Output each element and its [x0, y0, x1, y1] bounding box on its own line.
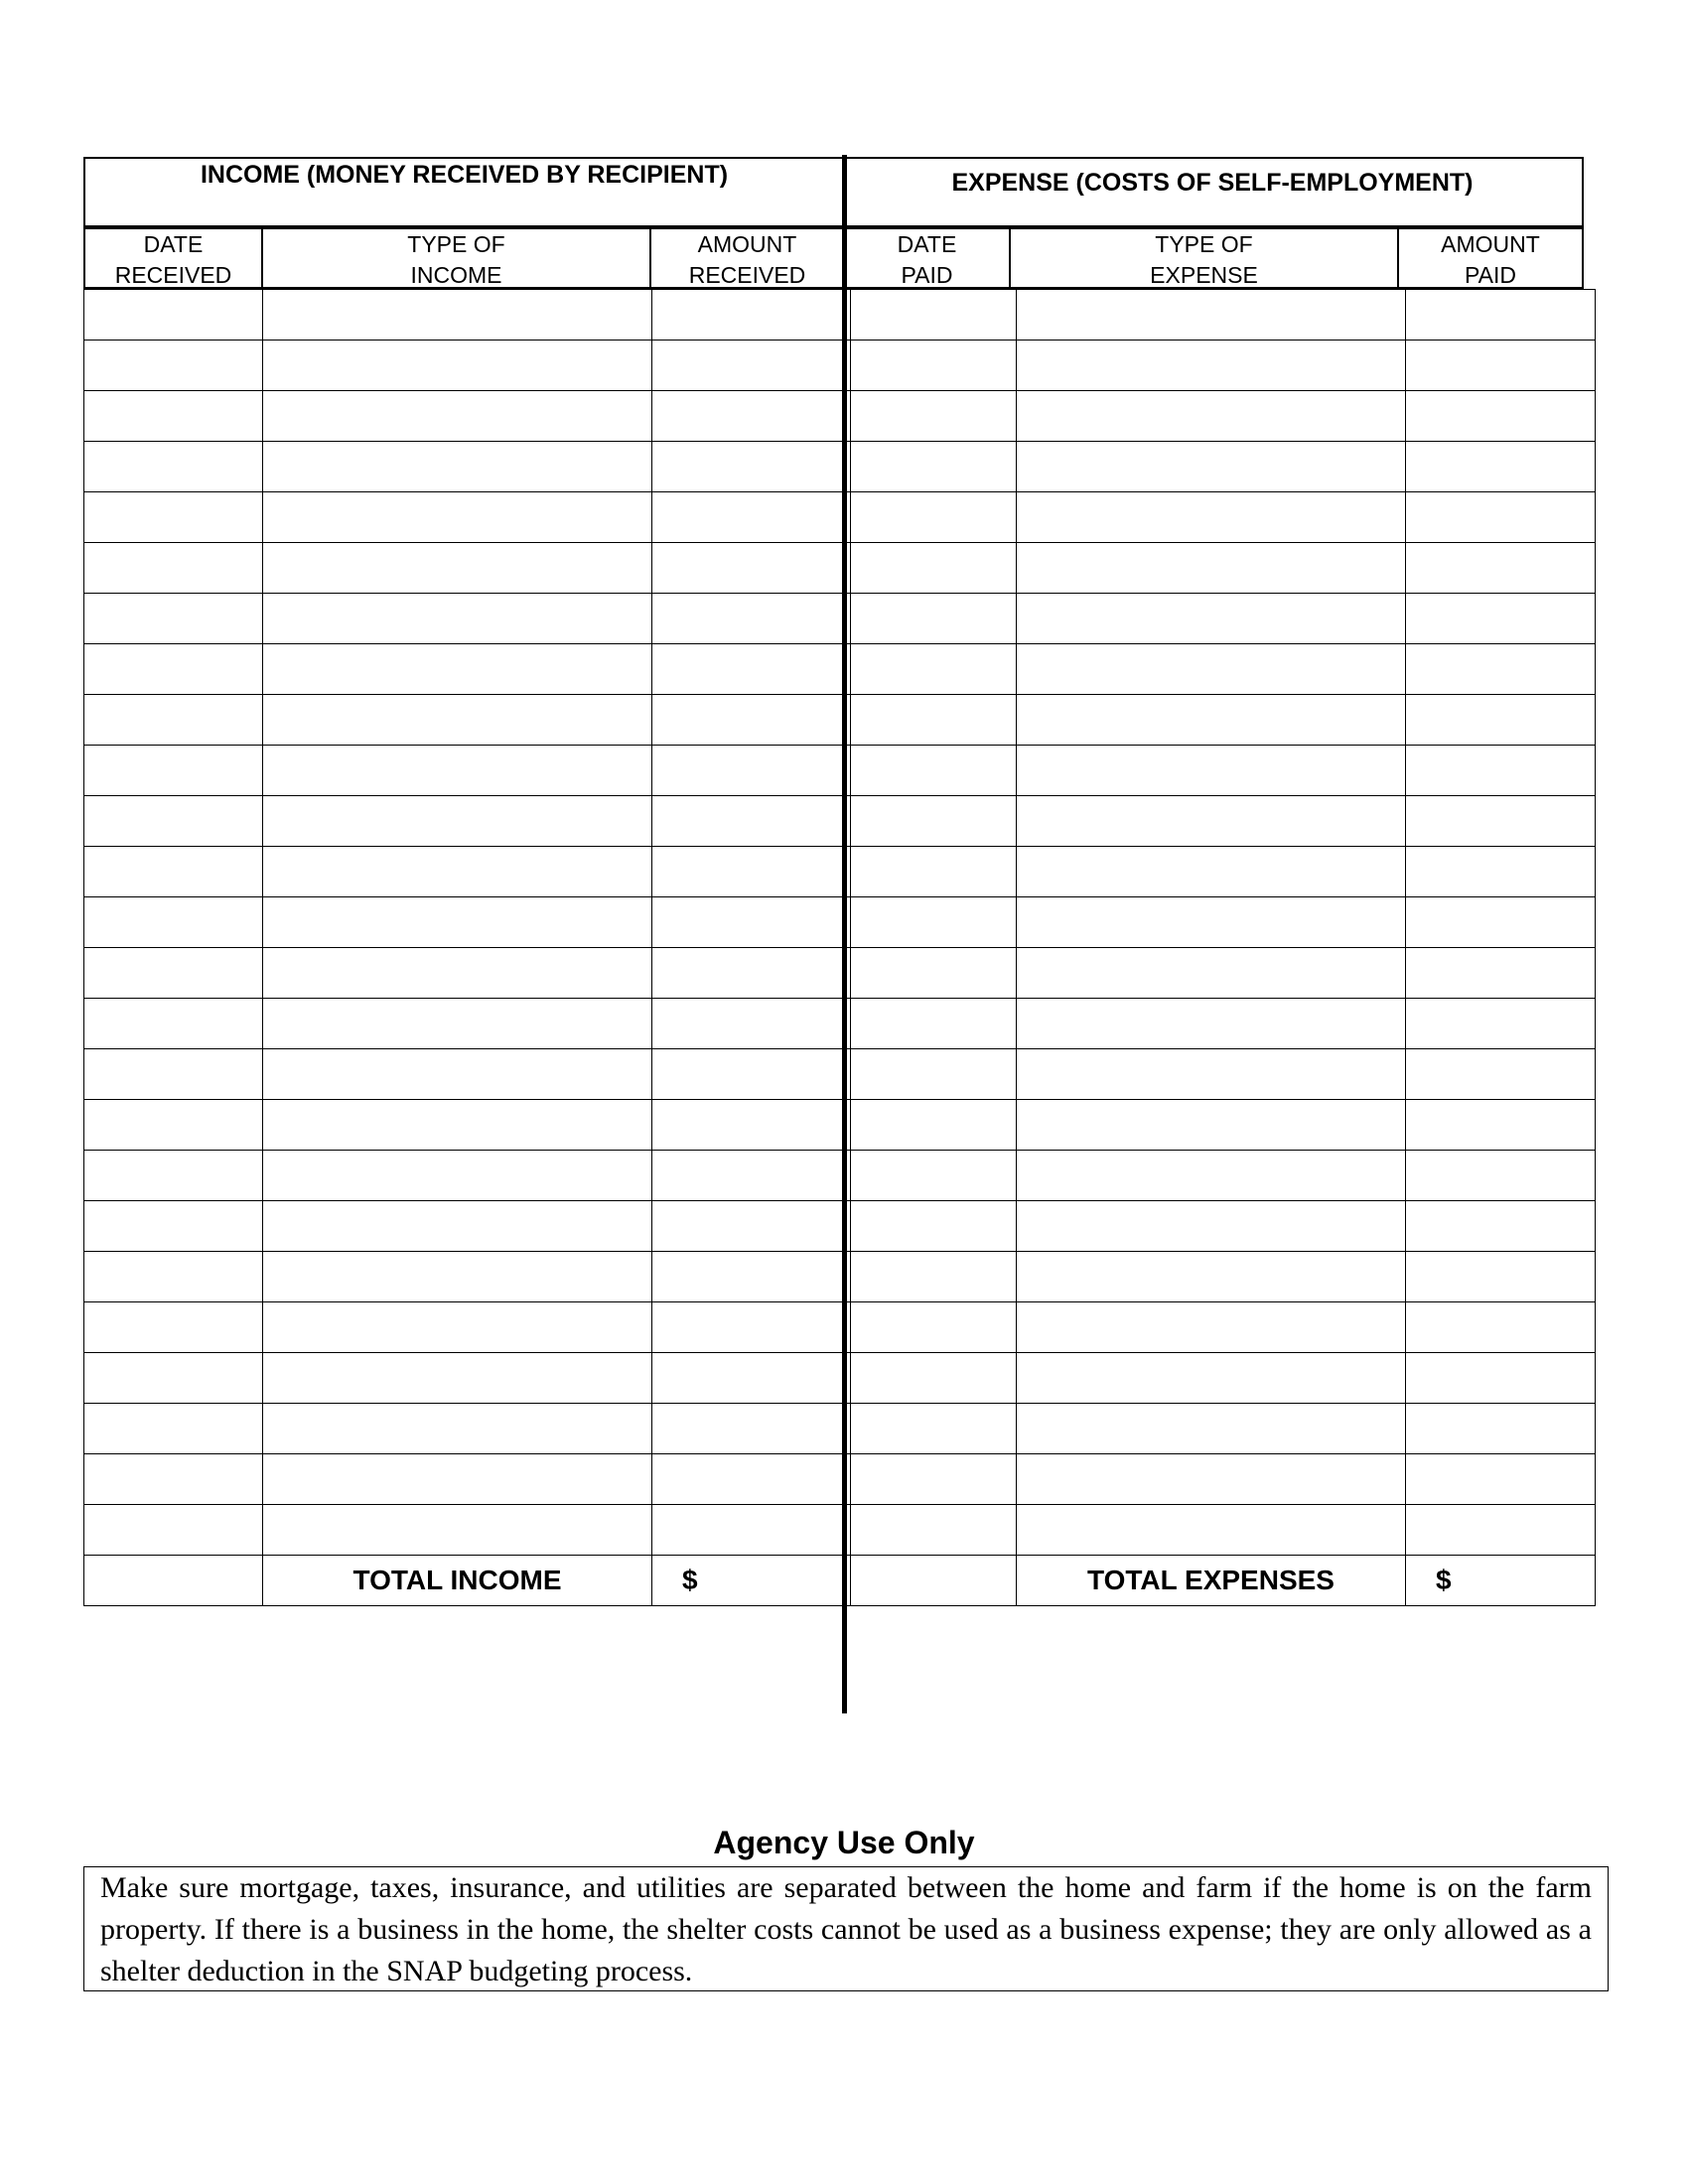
amount-received-field[interactable]: [652, 1049, 851, 1100]
amount-received-field[interactable]: [652, 1151, 851, 1201]
amount-received-field[interactable]: [652, 948, 851, 999]
amount-received-field[interactable]: [652, 1201, 851, 1252]
date-paid-field[interactable]: [851, 1302, 1017, 1353]
date-received-field[interactable]: [84, 1302, 263, 1353]
amount-received-field[interactable]: [652, 391, 851, 442]
amount-paid-field[interactable]: [1406, 1404, 1596, 1454]
ledger-row: [84, 1151, 1596, 1201]
date-received-field[interactable]: [84, 594, 263, 644]
column-header-line: PAID: [901, 262, 953, 288]
date-paid-field[interactable]: [851, 644, 1017, 695]
ledger-row: [84, 796, 1596, 847]
type-of-expense-field[interactable]: [1017, 1100, 1406, 1151]
ledger-row: [84, 290, 1596, 341]
type-of-income-field[interactable]: [263, 391, 652, 442]
column-header-line: AMOUNT: [1441, 231, 1540, 257]
ledger-row: [84, 1049, 1596, 1100]
totals-row: [84, 1556, 1596, 1606]
amount-paid-field[interactable]: [1406, 594, 1596, 644]
date-paid-field[interactable]: [851, 746, 1017, 796]
ledger-row: [84, 492, 1596, 543]
column-header-line: PAID: [1465, 262, 1516, 288]
date-paid-field[interactable]: [851, 695, 1017, 746]
date-paid-field[interactable]: [851, 442, 1017, 492]
amount-received-field[interactable]: [652, 341, 851, 391]
ledger-row: [84, 1100, 1596, 1151]
column-header-type-of-expense: [1009, 227, 1399, 289]
date-paid-field[interactable]: [851, 847, 1017, 897]
ledger-row: [84, 897, 1596, 948]
amount-received-field[interactable]: [652, 1505, 851, 1556]
agency-use-note: Make sure mortgage, taxes, insurance, and utilities are separated between the home and farm if the home is on the farm property. If there is a business in the home, the shelter costs cannot be used as a business expense; they are only allowed as a shelter deduction in the SNAP budgeting process.: [83, 1866, 1609, 1991]
type-of-expense-field[interactable]: [1017, 1454, 1406, 1505]
date-paid-field[interactable]: [851, 1404, 1017, 1454]
amount-received-field[interactable]: [652, 492, 851, 543]
amount-paid-field[interactable]: [1406, 543, 1596, 594]
amount-paid-field[interactable]: [1406, 847, 1596, 897]
ledger-row: [84, 543, 1596, 594]
amount-paid-field[interactable]: [1406, 442, 1596, 492]
expense-section-title: EXPENSE (COSTS OF SELF-EMPLOYMENT): [951, 169, 1474, 197]
ledger-grid: [83, 289, 1596, 1606]
column-header-date-paid: [843, 227, 1011, 289]
ledger-row: [84, 644, 1596, 695]
amount-paid-field[interactable]: [1406, 341, 1596, 391]
amount-received-field[interactable]: [652, 847, 851, 897]
type-of-income-field[interactable]: [263, 1454, 652, 1505]
amount-paid-field[interactable]: [1406, 1049, 1596, 1100]
ledger-table: [83, 289, 1596, 1606]
amount-received-field[interactable]: [652, 543, 851, 594]
amount-paid-field[interactable]: [1406, 796, 1596, 847]
type-of-income-field[interactable]: [263, 644, 652, 695]
total-expenses-field[interactable]: $: [1406, 1556, 1596, 1606]
type-of-income-field[interactable]: [263, 1353, 652, 1404]
type-of-expense-field[interactable]: [1017, 543, 1406, 594]
type-of-expense-field[interactable]: [1017, 1049, 1406, 1100]
date-received-field[interactable]: [84, 290, 263, 341]
date-received-field[interactable]: [84, 746, 263, 796]
date-paid-field[interactable]: [851, 948, 1017, 999]
date-paid-field[interactable]: [851, 999, 1017, 1049]
ledger-row: [84, 999, 1596, 1049]
type-of-income-field[interactable]: [263, 1505, 652, 1556]
type-of-expense-field[interactable]: [1017, 1505, 1406, 1556]
type-of-income-field[interactable]: [263, 1049, 652, 1100]
type-of-expense-field[interactable]: [1017, 948, 1406, 999]
date-paid-field[interactable]: [851, 290, 1017, 341]
column-header-line: TYPE OF: [407, 231, 505, 257]
date-received-field[interactable]: [84, 492, 263, 543]
amount-paid-field[interactable]: [1406, 1353, 1596, 1404]
date-received-field[interactable]: [84, 796, 263, 847]
total-income-field[interactable]: $: [652, 1556, 851, 1606]
date-received-field[interactable]: [84, 1505, 263, 1556]
type-of-expense-field[interactable]: [1017, 695, 1406, 746]
ledger-body: [84, 290, 1596, 1606]
date-received-field[interactable]: [84, 442, 263, 492]
date-paid-field[interactable]: [851, 1505, 1017, 1556]
amount-paid-field[interactable]: [1406, 492, 1596, 543]
amount-received-field[interactable]: [652, 442, 851, 492]
date-paid-field[interactable]: [851, 897, 1017, 948]
type-of-expense-field[interactable]: [1017, 796, 1406, 847]
amount-paid-field[interactable]: [1406, 897, 1596, 948]
type-of-expense-field[interactable]: [1017, 1201, 1406, 1252]
total-income-label: TOTAL INCOME: [263, 1556, 652, 1606]
type-of-income-field[interactable]: [263, 847, 652, 897]
date-paid-field[interactable]: [851, 492, 1017, 543]
ledger-row: [84, 442, 1596, 492]
date-received-field[interactable]: [84, 1353, 263, 1404]
amount-received-field[interactable]: [652, 290, 851, 341]
ledger-row: [84, 1454, 1596, 1505]
amount-paid-field[interactable]: [1406, 391, 1596, 442]
type-of-expense-field[interactable]: [1017, 341, 1406, 391]
ledger-row: [84, 1505, 1596, 1556]
type-of-income-field[interactable]: [263, 1252, 652, 1302]
income-section-header: [83, 157, 843, 227]
type-of-income-field[interactable]: [263, 492, 652, 543]
type-of-income-field[interactable]: [263, 695, 652, 746]
amount-received-field[interactable]: [652, 594, 851, 644]
ledger-row: [84, 746, 1596, 796]
column-header-line: AMOUNT: [697, 231, 797, 257]
amount-received-field[interactable]: [652, 1100, 851, 1151]
ledger-row: [84, 695, 1596, 746]
type-of-income-field[interactable]: [263, 442, 652, 492]
date-received-field[interactable]: [84, 543, 263, 594]
type-of-expense-field[interactable]: [1017, 999, 1406, 1049]
amount-paid-field[interactable]: [1406, 1505, 1596, 1556]
date-received-field[interactable]: [84, 847, 263, 897]
ledger-row: [84, 1302, 1596, 1353]
type-of-expense-field[interactable]: [1017, 492, 1406, 543]
date-paid-field[interactable]: [851, 594, 1017, 644]
type-of-expense-field[interactable]: [1017, 746, 1406, 796]
date-received-field[interactable]: [84, 897, 263, 948]
date-received-field[interactable]: [84, 1151, 263, 1201]
ledger-row: [84, 1252, 1596, 1302]
income-expense-divider: [842, 155, 847, 1713]
amount-paid-field[interactable]: [1406, 1100, 1596, 1151]
date-paid-field[interactable]: [851, 391, 1017, 442]
income-section-title: INCOME (MONEY RECEIVED BY RECIPIENT): [200, 161, 729, 189]
type-of-income-field[interactable]: [263, 1100, 652, 1151]
ledger-row: [84, 1201, 1596, 1252]
type-of-income-field[interactable]: [263, 999, 652, 1049]
amount-received-field[interactable]: [652, 999, 851, 1049]
agency-use-title: Agency Use Only: [713, 1825, 975, 1860]
type-of-expense-field[interactable]: [1017, 1252, 1406, 1302]
column-header-line: INCOME: [410, 262, 502, 288]
ledger-row: [84, 594, 1596, 644]
date-paid-field[interactable]: [851, 796, 1017, 847]
column-header-line: DATE: [143, 231, 204, 257]
type-of-income-field[interactable]: [263, 948, 652, 999]
date-received-field[interactable]: [84, 999, 263, 1049]
date-received-field[interactable]: [84, 1049, 263, 1100]
type-of-expense-field[interactable]: [1017, 847, 1406, 897]
ledger-row: [84, 948, 1596, 999]
date-paid-field[interactable]: [851, 1353, 1017, 1404]
date-received-field[interactable]: [84, 1454, 263, 1505]
column-header-date-received: [83, 227, 263, 289]
date-paid-field[interactable]: [851, 341, 1017, 391]
column-header-line: EXPENSE: [1150, 262, 1258, 288]
ledger-row: [84, 391, 1596, 442]
totals-blank-cell: [84, 1556, 263, 1606]
date-received-field[interactable]: [84, 1201, 263, 1252]
ledger-row: [84, 1404, 1596, 1454]
type-of-income-field[interactable]: [263, 1302, 652, 1353]
date-received-field[interactable]: [84, 644, 263, 695]
type-of-income-field[interactable]: [263, 897, 652, 948]
amount-paid-field[interactable]: [1406, 1454, 1596, 1505]
amount-received-field[interactable]: [652, 644, 851, 695]
date-paid-field[interactable]: [851, 1151, 1017, 1201]
date-paid-field[interactable]: [851, 1252, 1017, 1302]
type-of-income-field[interactable]: [263, 290, 652, 341]
type-of-expense-field[interactable]: [1017, 391, 1406, 442]
type-of-expense-field[interactable]: [1017, 1353, 1406, 1404]
date-received-field[interactable]: [84, 391, 263, 442]
expense-section-header: [843, 157, 1584, 227]
type-of-income-field[interactable]: [263, 746, 652, 796]
date-paid-field[interactable]: [851, 1049, 1017, 1100]
ledger-row: [84, 1353, 1596, 1404]
column-header-type-of-income: [261, 227, 651, 289]
date-paid-field[interactable]: [851, 1454, 1017, 1505]
type-of-expense-field[interactable]: [1017, 290, 1406, 341]
amount-received-field[interactable]: [652, 695, 851, 746]
date-received-field[interactable]: [84, 695, 263, 746]
ledger-row: [84, 847, 1596, 897]
type-of-income-field[interactable]: [263, 341, 652, 391]
amount-paid-field[interactable]: [1406, 1151, 1596, 1201]
amount-paid-field[interactable]: [1406, 290, 1596, 341]
date-paid-field[interactable]: [851, 1100, 1017, 1151]
type-of-income-field[interactable]: [263, 543, 652, 594]
column-header-line: RECEIVED: [688, 262, 806, 288]
type-of-expense-field[interactable]: [1017, 644, 1406, 695]
column-header-line: TYPE OF: [1155, 231, 1253, 257]
type-of-income-field[interactable]: [263, 1151, 652, 1201]
amount-received-field[interactable]: [652, 1404, 851, 1454]
type-of-income-field[interactable]: [263, 1404, 652, 1454]
date-received-field[interactable]: [84, 341, 263, 391]
column-header-amount-received: [649, 227, 845, 289]
column-header-amount-paid: [1397, 227, 1584, 289]
type-of-income-field[interactable]: [263, 594, 652, 644]
type-of-income-field[interactable]: [263, 796, 652, 847]
amount-paid-field[interactable]: [1406, 999, 1596, 1049]
date-paid-field[interactable]: [851, 543, 1017, 594]
amount-paid-field[interactable]: [1406, 695, 1596, 746]
amount-received-field[interactable]: [652, 796, 851, 847]
type-of-expense-field[interactable]: [1017, 594, 1406, 644]
amount-received-field[interactable]: [652, 1454, 851, 1505]
type-of-expense-field[interactable]: [1017, 1151, 1406, 1201]
date-received-field[interactable]: [84, 1404, 263, 1454]
date-received-field[interactable]: [84, 948, 263, 999]
totals-blank-cell: [851, 1556, 1017, 1606]
ledger-row: [84, 341, 1596, 391]
amount-paid-field[interactable]: [1406, 948, 1596, 999]
amount-received-field[interactable]: [652, 1252, 851, 1302]
total-expenses-label: TOTAL EXPENSES: [1017, 1556, 1406, 1606]
date-received-field[interactable]: [84, 1100, 263, 1151]
date-paid-field[interactable]: [851, 1201, 1017, 1252]
date-received-field[interactable]: [84, 1252, 263, 1302]
amount-paid-field[interactable]: [1406, 644, 1596, 695]
type-of-income-field[interactable]: [263, 1201, 652, 1252]
type-of-expense-field[interactable]: [1017, 1302, 1406, 1353]
amount-paid-field[interactable]: [1406, 1252, 1596, 1302]
amount-paid-field[interactable]: [1406, 1201, 1596, 1252]
amount-received-field[interactable]: [652, 897, 851, 948]
type-of-expense-field[interactable]: [1017, 1404, 1406, 1454]
amount-paid-field[interactable]: [1406, 746, 1596, 796]
amount-received-field[interactable]: [652, 1353, 851, 1404]
type-of-expense-field[interactable]: [1017, 442, 1406, 492]
amount-received-field[interactable]: [652, 1302, 851, 1353]
amount-paid-field[interactable]: [1406, 1302, 1596, 1353]
type-of-expense-field[interactable]: [1017, 897, 1406, 948]
amount-received-field[interactable]: [652, 746, 851, 796]
column-header-line: DATE: [897, 231, 957, 257]
column-header-line: RECEIVED: [114, 262, 232, 288]
